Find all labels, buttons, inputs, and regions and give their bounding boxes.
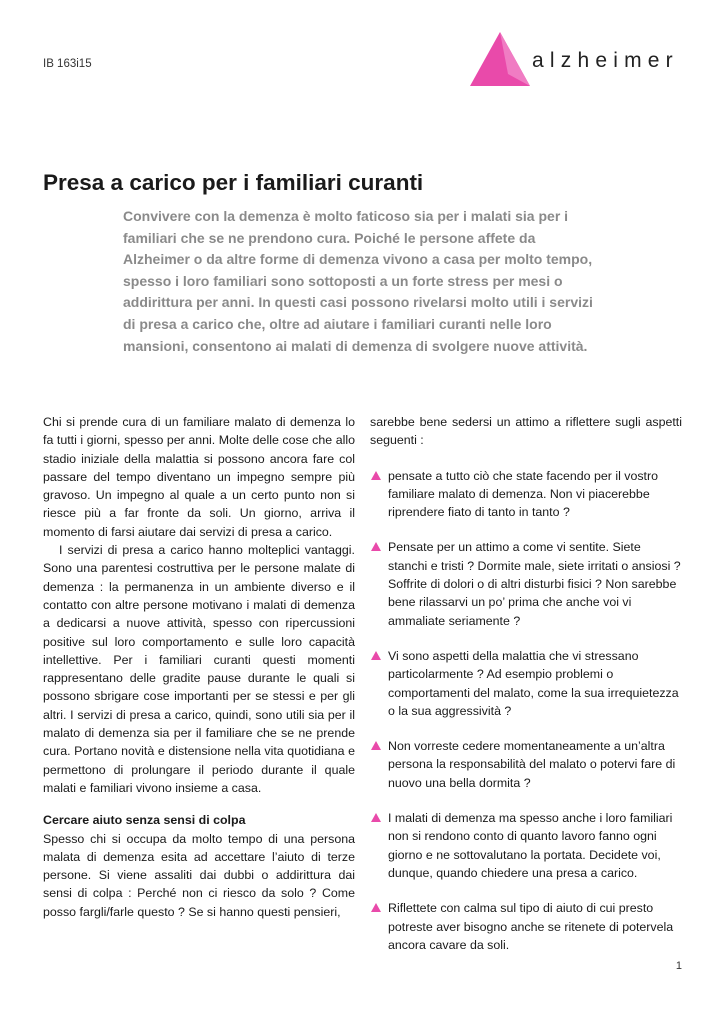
list-item-text: pensate a tutto ciò che state facendo per il vostro familiare malato di demenza. Non vi piacerebbe riprendere fiato di tanto in tanto ? bbox=[388, 468, 659, 520]
triangle-bullet-icon bbox=[371, 741, 381, 750]
triangle-bullet-icon bbox=[371, 903, 381, 912]
list-item bbox=[370, 809, 682, 882]
list-item-text: Pensate per un attimo a come vi sentite. Siete stanchi e tristi ? Dormite male, siete irritati o ansiosi ? Soffrite di dolori o di altri disturbi fisici ? Non sarebbe bene rilassarvi un po’ prima che anche voi vi ammaliate seriamente ? bbox=[388, 540, 681, 628]
triangle-bullet-icon bbox=[371, 542, 381, 551]
list-item bbox=[370, 467, 682, 522]
body-paragraph: I servizi di presa a carico hanno molteplici vantaggi. Sono una parentesi costruttiva per le persone malate di demenza : la permanenza in un ambiente diverso e il contatto con altre persone motivano i malati di demenza a dedicarsi a nuove attività, spesso con ripercussioni positive sul loro comportamento e sulle loro capacità intellettive. Per i familiari curanti questi momenti rappresentano delle gradite pause durante le quali si possono sbrigare cose importanti per se stessi e per gli altri. I servizi di presa a carico, quindi, sono utili sia per il malato di demenza sia per il familiare che se ne prende cura. Portano novità e distensione nella vita quotidiana e permettono di prolungare il periodo durante il quale malati e familiari vivono insieme a casa. bbox=[43, 543, 355, 795]
triangle-bullet-icon bbox=[371, 651, 381, 660]
page-title: Presa a carico per i familiari curanti bbox=[43, 170, 424, 195]
list-item-text: I malati di demenza ma spesso anche i loro familiari non si rendono conto di quanto lavoro fanno ogni giorno e ne sottovalutano la portata. Decidete voi, dunque, quando chiedere una presa a carico. bbox=[388, 811, 673, 880]
body-paragraph: Spesso chi si occupa da molto tempo di una persona malata di demenza esita ad accettare l’aiuto di terze persone. Si viene assaliti dai dubbi o addirittura dai sensi di colpa : Perché non ci riesco da solo ? Come posso fargli/farle questo ? Se si hanno questi pensieri, bbox=[43, 831, 355, 919]
page-number: 1 bbox=[675, 960, 682, 972]
body-paragraph: Chi si prende cura di un familiare malato di demenza lo fa tutti i giorni, spesso per anni. Molte delle cose che allo stadio iniziale della malattia si possono ancora fare col passare del tempo diventano un impegno sempre più gravoso. Un impegno al quale a un certo punto non si riesce più a far fronte da soli. Un giorno, arriva il momento di farsi aiutare dai servizi di presa a carico. bbox=[43, 415, 355, 539]
list-item-text: Non vorreste cedere momentaneamente a un’altra persona la responsabilità del malato o potervi fare di nuovo una bella dormita ? bbox=[388, 739, 676, 790]
list-item-text: Vi sono aspetti della malattia che vi stressano particolarmente ? Ad esempio problemi o comportamenti del malato, come la sua irrequietezza o la sua aggressività ? bbox=[388, 648, 679, 718]
section-subheading: Cercare aiuto senza sensi di colpa bbox=[43, 813, 246, 828]
lead-paragraph: Convivere con la demenza è molto faticoso sia per i malati sia per i familiari che se ne prendono cura. Poiché le persone affete da Alzheimer o da altre forme di demenza vivono a casa per molto tempo, spesso i loro familiari sono sottoposti a un forte stress per mesi o addirittura per anni. In questi casi possono rivelarsi molto utili i servizi di presa a carico che, oltre ad aiutare i familiari curanti nelle loro mansioni, consentono ai malati di demenza di svolgere nuove attività. bbox=[123, 208, 593, 354]
triangle-logo-icon bbox=[470, 30, 532, 88]
list-item bbox=[370, 899, 682, 954]
document-id: IB 163i15 bbox=[43, 58, 92, 70]
list-item bbox=[370, 737, 682, 792]
list-item bbox=[370, 647, 682, 720]
list-item bbox=[370, 538, 682, 629]
triangle-bullet-icon bbox=[371, 813, 381, 822]
alzheimer-logo bbox=[470, 30, 685, 88]
bullet-list bbox=[370, 467, 682, 955]
intro-paragraph: sarebbe bene sedersi un attimo a riflettere sugli aspetti seguenti : bbox=[370, 415, 682, 448]
list-item-text: Riflettete con calma sul tipo di aiuto di cui presto potreste aver bisogno anche se ritenete di potervela ancora cavare da soli. bbox=[388, 901, 674, 952]
triangle-bullet-icon bbox=[371, 471, 381, 480]
left-column bbox=[43, 413, 355, 921]
right-column bbox=[370, 413, 682, 954]
logo-wordmark: alzheimer bbox=[532, 49, 679, 72]
